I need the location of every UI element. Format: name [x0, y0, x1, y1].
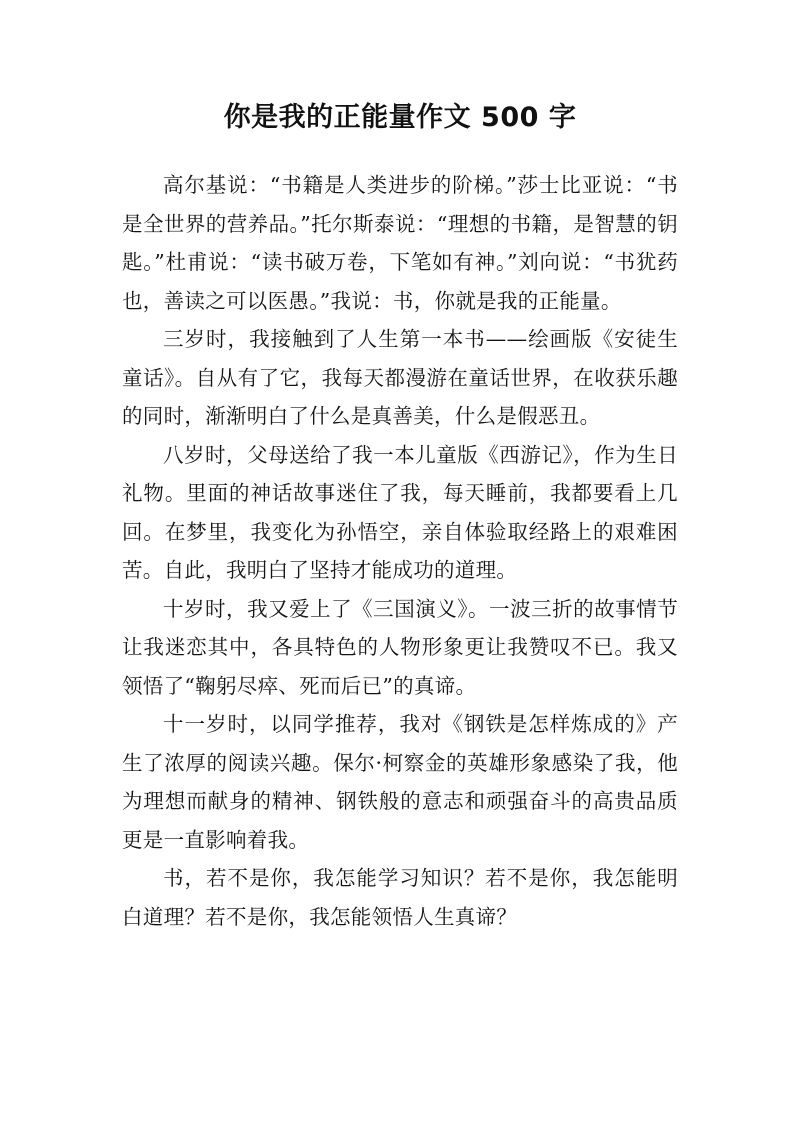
- paragraph-age-ten: 十岁时，我又爱上了《三国演义》。一波三折的故事情节让我迷恋其中，各具特色的人物形象更让我赞叹不已。我又领悟了“鞠躬尽瘁、死而后已”的真谛。: [122, 596, 678, 698]
- paragraph-age-eleven: 十一岁时，以同学推荐，我对《钢铁是怎样炼成的》产生了浓厚的阅读兴趣。保尔·柯察金的英雄形象感染了我，他为理想而献身的精神、钢铁般的意志和顽强奋斗的高贵品质更是一直影响着我。: [122, 712, 678, 852]
- document-title: 你是我的正能量作文 500 字: [223, 102, 577, 133]
- paragraph-age-eight: 八岁时，父母送给了我一本儿童版《西游记》，作为生日礼物。里面的神话故事迷住了我，每天睡前，我都要看上几回。在梦里，我变化为孙悟空，亲自体验取经路上的艰难困苦。自此，我明白了坚持才能成功的道理。: [122, 442, 678, 582]
- paragraph-age-three: 三岁时，我接触到了人生第一本书——绘画版《安徒生童话》。自从有了它，我每天都漫游在童话世界，在收获乐趣的同时，渐渐明白了什么是真善美，什么是假恶丑。: [122, 327, 678, 428]
- paragraph-conclusion: 书，若不是你，我怎能学习知识？若不是你，我怎能明白道理？若不是你，我怎能领悟人生真谛？: [122, 866, 678, 929]
- paragraph-quotes: 高尔基说：“书籍是人类进步的阶梯。”莎士比亚说：“书是全世界的营养品。”托尔斯泰说：“理想的书籍，是智慧的钥匙。”杜甫说：“读书破万卷，下笔如有神。”刘向说：“书犹药也，善读之可以医愚。”我说：书，你就是我的正能量。: [122, 173, 678, 313]
